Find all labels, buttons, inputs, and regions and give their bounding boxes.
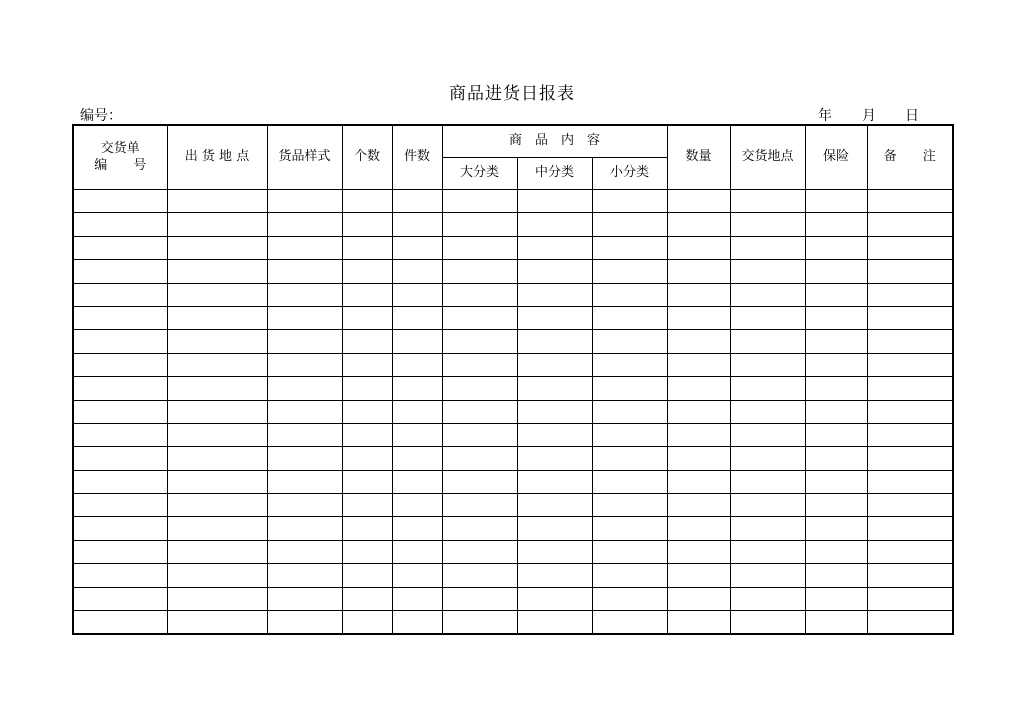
cell-minor-category[interactable] [592,587,667,610]
cell-goods-style[interactable] [267,423,342,446]
cell-minor-category[interactable] [592,283,667,306]
cell-insurance[interactable] [805,540,867,563]
cell-count[interactable] [342,611,392,635]
cell-minor-category[interactable] [592,353,667,376]
cell-remarks[interactable] [867,494,953,517]
cell-delivery-no[interactable] [73,611,167,635]
cell-ship-location[interactable] [167,470,267,493]
table-row [73,353,953,376]
cell-ship-location[interactable] [167,517,267,540]
cell-delivery-location[interactable] [730,306,805,329]
cell-goods-style[interactable] [267,377,342,400]
cell-delivery-no[interactable] [73,540,167,563]
cell-pieces[interactable] [392,377,442,400]
cell-goods-style[interactable] [267,540,342,563]
cell-delivery-location[interactable] [730,423,805,446]
cell-goods-style[interactable] [267,353,342,376]
cell-remarks[interactable] [867,213,953,236]
header-major-category: 大分类 [442,158,517,190]
cell-remarks[interactable] [867,260,953,283]
cell-delivery-no[interactable] [73,470,167,493]
table-row [73,540,953,563]
cell-quantity[interactable] [667,517,730,540]
cell-ship-location[interactable] [167,283,267,306]
cell-major-category[interactable] [442,353,517,376]
cell-count[interactable] [342,494,392,517]
table-row [73,283,953,306]
cell-pieces[interactable] [392,400,442,423]
cell-insurance[interactable] [805,306,867,329]
cell-goods-style[interactable] [267,283,342,306]
cell-delivery-no[interactable] [73,447,167,470]
cell-middle-category[interactable] [517,400,592,423]
cell-delivery-location[interactable] [730,517,805,540]
cell-goods-style[interactable] [267,587,342,610]
cell-insurance[interactable] [805,564,867,587]
cell-remarks[interactable] [867,470,953,493]
cell-goods-style[interactable] [267,330,342,353]
cell-count[interactable] [342,236,392,259]
cell-ship-location[interactable] [167,447,267,470]
table-row [73,306,953,329]
cell-count[interactable] [342,400,392,423]
cell-pieces[interactable] [392,470,442,493]
cell-ship-location[interactable] [167,260,267,283]
cell-middle-category[interactable] [517,423,592,446]
cell-pieces[interactable] [392,564,442,587]
cell-count[interactable] [342,540,392,563]
header-insurance: 保险 [805,125,867,190]
cell-quantity[interactable] [667,423,730,446]
cell-insurance[interactable] [805,587,867,610]
cell-delivery-location[interactable] [730,283,805,306]
cell-ship-location[interactable] [167,377,267,400]
header-goods-style: 货品样式 [267,125,342,190]
cell-delivery-location[interactable] [730,353,805,376]
cell-delivery-no[interactable] [73,564,167,587]
cell-minor-category[interactable] [592,330,667,353]
cell-minor-category[interactable] [592,423,667,446]
table-row [73,564,953,587]
cell-pieces[interactable] [392,447,442,470]
cell-goods-style[interactable] [267,494,342,517]
table-row [73,213,953,236]
header-quantity: 数量 [667,125,730,190]
header-ship-location: 出 货 地 点 [167,125,267,190]
cell-insurance[interactable] [805,213,867,236]
cell-minor-category[interactable] [592,494,667,517]
cell-remarks[interactable] [867,190,953,213]
table-row [73,236,953,259]
cell-quantity[interactable] [667,400,730,423]
cell-middle-category[interactable] [517,564,592,587]
cell-insurance[interactable] [805,400,867,423]
cell-pieces[interactable] [392,540,442,563]
cell-ship-location[interactable] [167,587,267,610]
header-delivery-no-line2: 编 号 [94,157,147,173]
cell-insurance[interactable] [805,517,867,540]
table-row [73,447,953,470]
cell-delivery-location[interactable] [730,400,805,423]
cell-pieces[interactable] [392,587,442,610]
cell-delivery-no[interactable] [73,423,167,446]
table-row [73,377,953,400]
cell-delivery-location[interactable] [730,540,805,563]
cell-major-category[interactable] [442,517,517,540]
cell-quantity[interactable] [667,540,730,563]
header-pieces: 件数 [392,125,442,190]
report-table-body [73,190,953,635]
table-row [73,517,953,540]
cell-delivery-location[interactable] [730,236,805,259]
cell-goods-style[interactable] [267,470,342,493]
cell-quantity[interactable] [667,611,730,635]
header-delivery-no-line1: 交货单 [100,140,140,156]
cell-quantity[interactable] [667,494,730,517]
cell-remarks[interactable] [867,236,953,259]
header-delivery-no [73,125,167,190]
cell-major-category[interactable] [442,330,517,353]
cell-delivery-no[interactable] [73,213,167,236]
cell-minor-category[interactable] [592,564,667,587]
table-row [73,190,953,213]
cell-delivery-location[interactable] [730,564,805,587]
cell-insurance[interactable] [805,353,867,376]
cell-delivery-no[interactable] [73,400,167,423]
cell-delivery-location[interactable] [730,190,805,213]
cell-pieces[interactable] [392,423,442,446]
cell-middle-category[interactable] [517,283,592,306]
cell-ship-location[interactable] [167,400,267,423]
cell-ship-location[interactable] [167,611,267,635]
cell-delivery-location[interactable] [730,447,805,470]
cell-minor-category[interactable] [592,400,667,423]
cell-ship-location[interactable] [167,564,267,587]
header-remarks: 备 注 [867,125,953,190]
cell-ship-location[interactable] [167,213,267,236]
cell-quantity[interactable] [667,236,730,259]
cell-major-category[interactable] [442,564,517,587]
cell-insurance[interactable] [805,377,867,400]
cell-major-category[interactable] [442,283,517,306]
cell-pieces[interactable] [392,306,442,329]
cell-remarks[interactable] [867,423,953,446]
cell-quantity[interactable] [667,587,730,610]
cell-pieces[interactable] [392,517,442,540]
cell-major-category[interactable] [442,190,517,213]
cell-minor-category[interactable] [592,377,667,400]
table-row [73,330,953,353]
cell-pieces[interactable] [392,283,442,306]
cell-insurance[interactable] [805,330,867,353]
cell-remarks[interactable] [867,377,953,400]
cell-middle-category[interactable] [517,236,592,259]
cell-delivery-location[interactable] [730,330,805,353]
date-year-label: 年 [818,108,832,124]
cell-insurance[interactable] [805,494,867,517]
cell-middle-category[interactable] [517,190,592,213]
cell-count[interactable] [342,587,392,610]
cell-remarks[interactable] [867,353,953,376]
cell-insurance[interactable] [805,611,867,635]
cell-delivery-no[interactable] [73,377,167,400]
cell-quantity[interactable] [667,213,730,236]
cell-middle-category[interactable] [517,540,592,563]
cell-middle-category[interactable] [517,260,592,283]
table-row [73,260,953,283]
cell-goods-style[interactable] [267,564,342,587]
cell-ship-location[interactable] [167,540,267,563]
cell-middle-category[interactable] [517,447,592,470]
cell-quantity[interactable] [667,190,730,213]
cell-middle-category[interactable] [517,353,592,376]
cell-insurance[interactable] [805,423,867,446]
cell-delivery-no[interactable] [73,517,167,540]
cell-quantity[interactable] [667,330,730,353]
cell-pieces[interactable] [392,260,442,283]
cell-middle-category[interactable] [517,377,592,400]
cell-goods-style[interactable] [267,306,342,329]
cell-count[interactable] [342,213,392,236]
table-row [73,423,953,446]
header-minor-category: 小分类 [592,158,667,190]
cell-minor-category[interactable] [592,190,667,213]
cell-insurance[interactable] [805,470,867,493]
cell-major-category[interactable] [442,306,517,329]
cell-insurance[interactable] [805,447,867,470]
table-row [73,587,953,610]
cell-quantity[interactable] [667,564,730,587]
cell-ship-location[interactable] [167,306,267,329]
header-middle-category: 中分类 [517,158,592,190]
cell-pieces[interactable] [392,213,442,236]
table-row [73,470,953,493]
cell-delivery-location[interactable] [730,377,805,400]
cell-insurance[interactable] [805,283,867,306]
cell-quantity[interactable] [667,283,730,306]
cell-ship-location[interactable] [167,190,267,213]
cell-goods-style[interactable] [267,611,342,635]
cell-middle-category[interactable] [517,494,592,517]
cell-goods-style[interactable] [267,260,342,283]
cell-quantity[interactable] [667,306,730,329]
cell-delivery-location[interactable] [730,213,805,236]
cell-minor-category[interactable] [592,260,667,283]
cell-count[interactable] [342,190,392,213]
cell-count[interactable] [342,353,392,376]
cell-delivery-location[interactable] [730,470,805,493]
cell-pieces[interactable] [392,190,442,213]
cell-middle-category[interactable] [517,517,592,540]
cell-insurance[interactable] [805,190,867,213]
cell-count[interactable] [342,330,392,353]
cell-minor-category[interactable] [592,470,667,493]
cell-pieces[interactable] [392,494,442,517]
cell-goods-style[interactable] [267,400,342,423]
header-count: 个数 [342,125,392,190]
cell-quantity[interactable] [667,260,730,283]
cell-ship-location[interactable] [167,353,267,376]
cell-count[interactable] [342,423,392,446]
header-content: 商 品 内 容 [442,125,667,158]
cell-major-category[interactable] [442,494,517,517]
cell-count[interactable] [342,377,392,400]
cell-insurance[interactable] [805,236,867,259]
cell-pieces[interactable] [392,353,442,376]
cell-delivery-no[interactable] [73,236,167,259]
cell-major-category[interactable] [442,540,517,563]
cell-ship-location[interactable] [167,494,267,517]
cell-minor-category[interactable] [592,306,667,329]
cell-delivery-no[interactable] [73,330,167,353]
table-row [73,400,953,423]
cell-remarks[interactable] [867,283,953,306]
cell-delivery-no[interactable] [73,283,167,306]
cell-remarks[interactable] [867,517,953,540]
cell-remarks[interactable] [867,611,953,635]
cell-remarks[interactable] [867,400,953,423]
cell-quantity[interactable] [667,353,730,376]
cell-minor-category[interactable] [592,611,667,635]
cell-goods-style[interactable] [267,447,342,470]
cell-goods-style[interactable] [267,190,342,213]
cell-minor-category[interactable] [592,213,667,236]
cell-delivery-no[interactable] [73,260,167,283]
cell-remarks[interactable] [867,587,953,610]
cell-minor-category[interactable] [592,517,667,540]
report-table [72,124,954,635]
cell-delivery-location[interactable] [730,494,805,517]
cell-pieces[interactable] [392,330,442,353]
cell-ship-location[interactable] [167,423,267,446]
cell-delivery-no[interactable] [73,353,167,376]
date-month-label: 月 [862,108,876,124]
cell-count[interactable] [342,260,392,283]
cell-remarks[interactable] [867,564,953,587]
cell-middle-category[interactable] [517,611,592,635]
cell-goods-style[interactable] [267,213,342,236]
cell-major-category[interactable] [442,400,517,423]
page-title: 商品进货日报表 [449,84,575,104]
header-delivery-location: 交货地点 [730,125,805,190]
cell-count[interactable] [342,517,392,540]
cell-major-category[interactable] [442,213,517,236]
cell-quantity[interactable] [667,470,730,493]
cell-major-category[interactable] [442,236,517,259]
cell-minor-category[interactable] [592,447,667,470]
cell-insurance[interactable] [805,260,867,283]
cell-quantity[interactable] [667,447,730,470]
cell-minor-category[interactable] [592,236,667,259]
table-row [73,494,953,517]
cell-major-category[interactable] [442,470,517,493]
cell-pieces[interactable] [392,611,442,635]
cell-remarks[interactable] [867,306,953,329]
cell-goods-style[interactable] [267,517,342,540]
cell-middle-category[interactable] [517,587,592,610]
cell-ship-location[interactable] [167,236,267,259]
cell-middle-category[interactable] [517,306,592,329]
cell-delivery-no[interactable] [73,494,167,517]
cell-minor-category[interactable] [592,540,667,563]
cell-middle-category[interactable] [517,330,592,353]
cell-delivery-no[interactable] [73,587,167,610]
cell-count[interactable] [342,306,392,329]
cell-count[interactable] [342,470,392,493]
cell-delivery-no[interactable] [73,190,167,213]
cell-goods-style[interactable] [267,236,342,259]
cell-delivery-location[interactable] [730,587,805,610]
cell-major-category[interactable] [442,447,517,470]
cell-middle-category[interactable] [517,213,592,236]
serial-number-label: 编号： [80,108,122,124]
cell-remarks[interactable] [867,540,953,563]
date-day-label: 日 [905,108,919,124]
cell-major-category[interactable] [442,587,517,610]
cell-major-category[interactable] [442,423,517,446]
cell-count[interactable] [342,447,392,470]
cell-delivery-location[interactable] [730,611,805,635]
cell-delivery-no[interactable] [73,306,167,329]
cell-count[interactable] [342,283,392,306]
cell-major-category[interactable] [442,377,517,400]
cell-middle-category[interactable] [517,470,592,493]
table-row [73,611,953,635]
cell-pieces[interactable] [392,236,442,259]
cell-ship-location[interactable] [167,330,267,353]
cell-major-category[interactable] [442,260,517,283]
cell-count[interactable] [342,564,392,587]
cell-quantity[interactable] [667,377,730,400]
cell-major-category[interactable] [442,611,517,635]
cell-delivery-location[interactable] [730,260,805,283]
cell-remarks[interactable] [867,330,953,353]
cell-remarks[interactable] [867,447,953,470]
